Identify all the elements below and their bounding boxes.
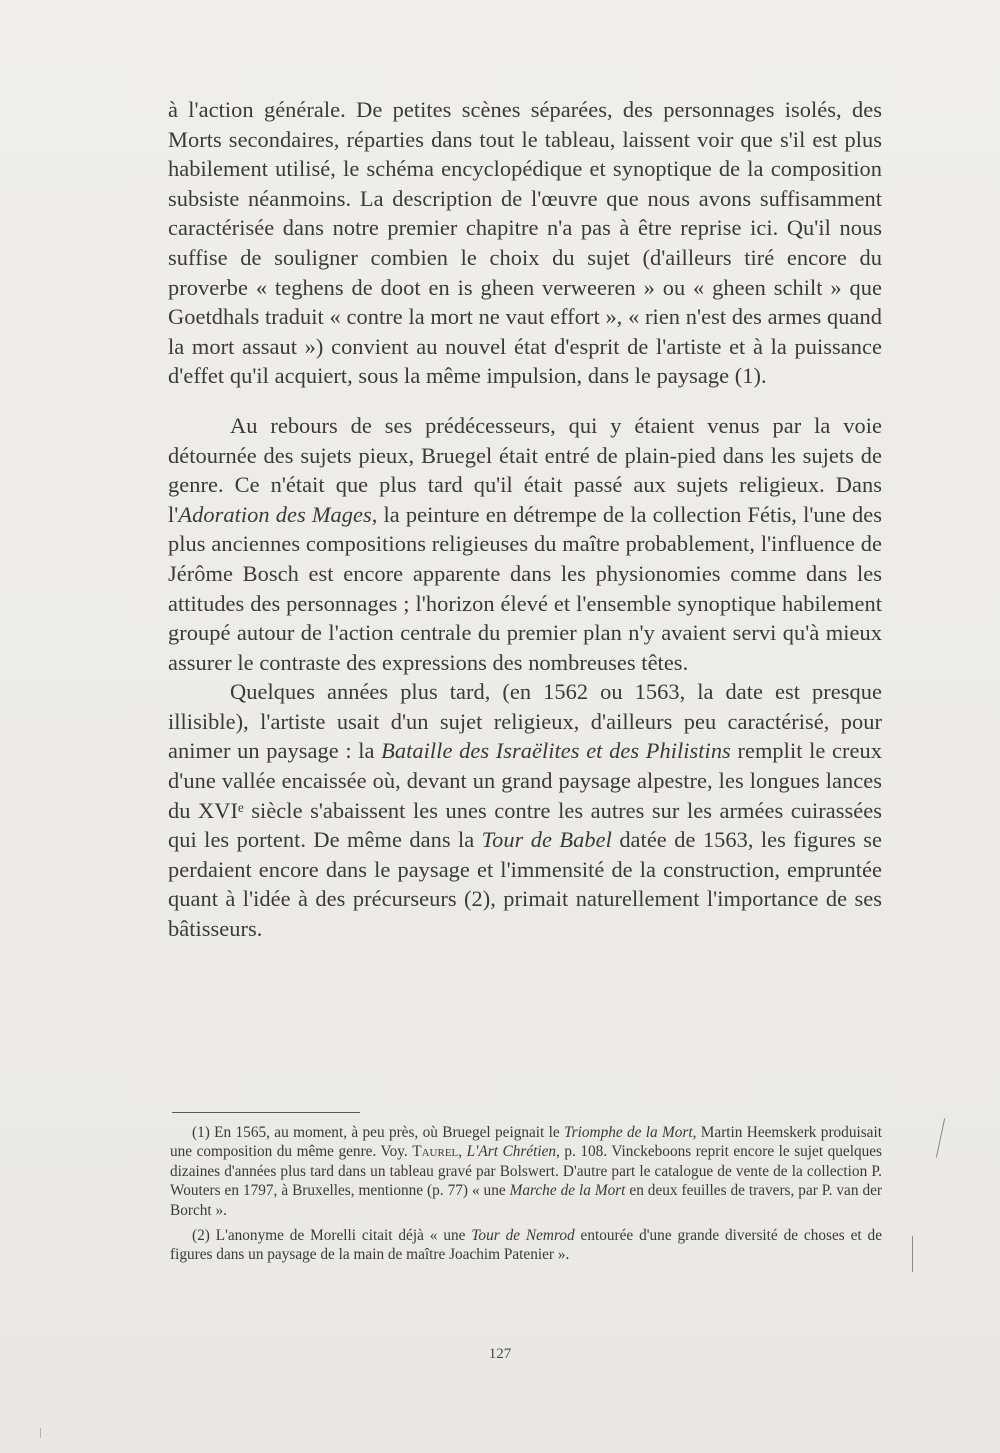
main-text <box>168 95 882 944</box>
work-title-adoration: Adoration des Mages <box>178 501 372 527</box>
footnotes <box>170 1123 882 1271</box>
paragraph-3-text-e: datée de 1563, les figures se perdaient encore dans le paysage et l'immensité de la construction, empruntée quant à l'idée à des précurseurs (2), primait naturellement l'importance de ses bâtisseurs. <box>168 827 882 942</box>
footnote-2-text-c: entourée d'une grande diversité de choses et de figures dans un paysage de la main de maître Joachim Patenier ». <box>170 1227 882 1264</box>
footnote-divider <box>172 1112 360 1113</box>
footnote-1-title-marche: Marche de la Mort <box>509 1182 626 1200</box>
work-title-tour-de-babel: Tour de Babel <box>481 827 612 853</box>
paragraph-2 <box>168 411 882 677</box>
footnote-1-text-g: , p. 108. Vinckeboons reprit encore le sujet quelques dizaines d'années plus tard dans un tableau gravé par Bolswert. D'autre part le catalogue de vente de la collection P. Wouters en 1797, à Bruxelles, mentionne (p. 77) « une <box>170 1143 883 1200</box>
paragraph-2-text-a: Au rebours de ses prédécesseurs, qui y étaient venus par la voie détournée des sujets pieux, Bruegel était entré de plain-pied dans les sujets de genre. Ce n'était que plus tard qu'il était passé aux sujets religieux. Dans l' <box>168 412 882 527</box>
footnote-1 <box>170 1123 882 1220</box>
footnote-2-text-a: (2) L'anonyme de Morelli citait déjà « une <box>192 1227 472 1245</box>
footnote-1-text-a: (1) En 1565, au moment, à peu près, où Bruegel peignait le <box>192 1124 565 1141</box>
page-number: 127 <box>488 1346 512 1362</box>
paragraph-1 <box>168 95 882 391</box>
footnote-2-title-nemrod: Tour de Nemrod <box>471 1227 575 1245</box>
paragraph-2-text-c: , la peinture en détrempe de la collection Fétis, l'une des plus anciennes compositions religieuses du maître probablement, l'influence de Jérôme Bosch est encore apparente dans les physionomies comme dans les attitudes des personnages ; l'horizon élevé et l'ensemble synoptique habilement groupé autour de l'action centrale du premier plan n'y avaient servi qu'à mieux assurer le contraste des expressions des nombreuses têtes. <box>168 501 883 675</box>
margin-speck <box>40 1428 41 1438</box>
paragraph-3 <box>168 677 882 943</box>
margin-pencil-mark <box>912 1236 913 1272</box>
footnote-1-text-e: , <box>458 1143 467 1161</box>
margin-pencil-mark <box>936 1118 945 1157</box>
footnote-2 <box>170 1226 882 1265</box>
footnote-1-title-triomphe: Triomphe de la Mort <box>564 1124 693 1141</box>
paragraph-3-text-a: Quelques années plus tard, (en 1562 ou 1563, la date est presque illisible), l'artiste usait d'un sujet religieux, d'ailleurs peu caractérisé, pour animer un paysage : la <box>168 679 882 764</box>
footnote-1-text-i: en deux feuilles de travers, par P. van der Borcht ». <box>170 1182 882 1219</box>
paragraph-3-text-c: remplit le creux d'une vallée encaissée où, devant un grand paysage alpestre, les longues lances du XVIᵉ siècle s'abaissent les unes contre les autres sur les armées cuirassées qui les portent. De même dans la <box>168 738 882 853</box>
footnote-1-title-art-chretien: L'Art Chrétien <box>466 1143 557 1161</box>
paragraph-1-text: à l'action générale. De petites scènes séparées, des personnages isolés, des Morts secondaires, réparties dans tout le tableau, laissent voir que s'il est plus habilement utilisé, le schéma encyclopédique et synoptique de la composition subsiste néanmoins. La description de l'œuvre que nous avons suffisamment caractérisée dans notre premier chapitre n'a pas à être reprise ici. Qu'il nous suffise de souligner combien le choix du sujet (d'ailleurs tiré encore du proverbe « teghens de doot en is gheen verweeren » ou « gheen schilt » que Goetdhals traduit « contre la mort ne vaut effort », « rien n'est des armes quand la mort assaut ») convient au nouvel état d'esprit de l'artiste et à la puissance d'effet qu'il acquiert, sous la même impulsion, dans le paysage (1). <box>168 97 882 389</box>
footnote-1-author: Taurel <box>412 1143 459 1161</box>
footnote-1-text-c: , Martin Heemskerk produisait une composition du même genre. Voy. <box>170 1124 882 1161</box>
work-title-bataille: Bataille des Israëlites et des Philistins <box>381 738 731 764</box>
